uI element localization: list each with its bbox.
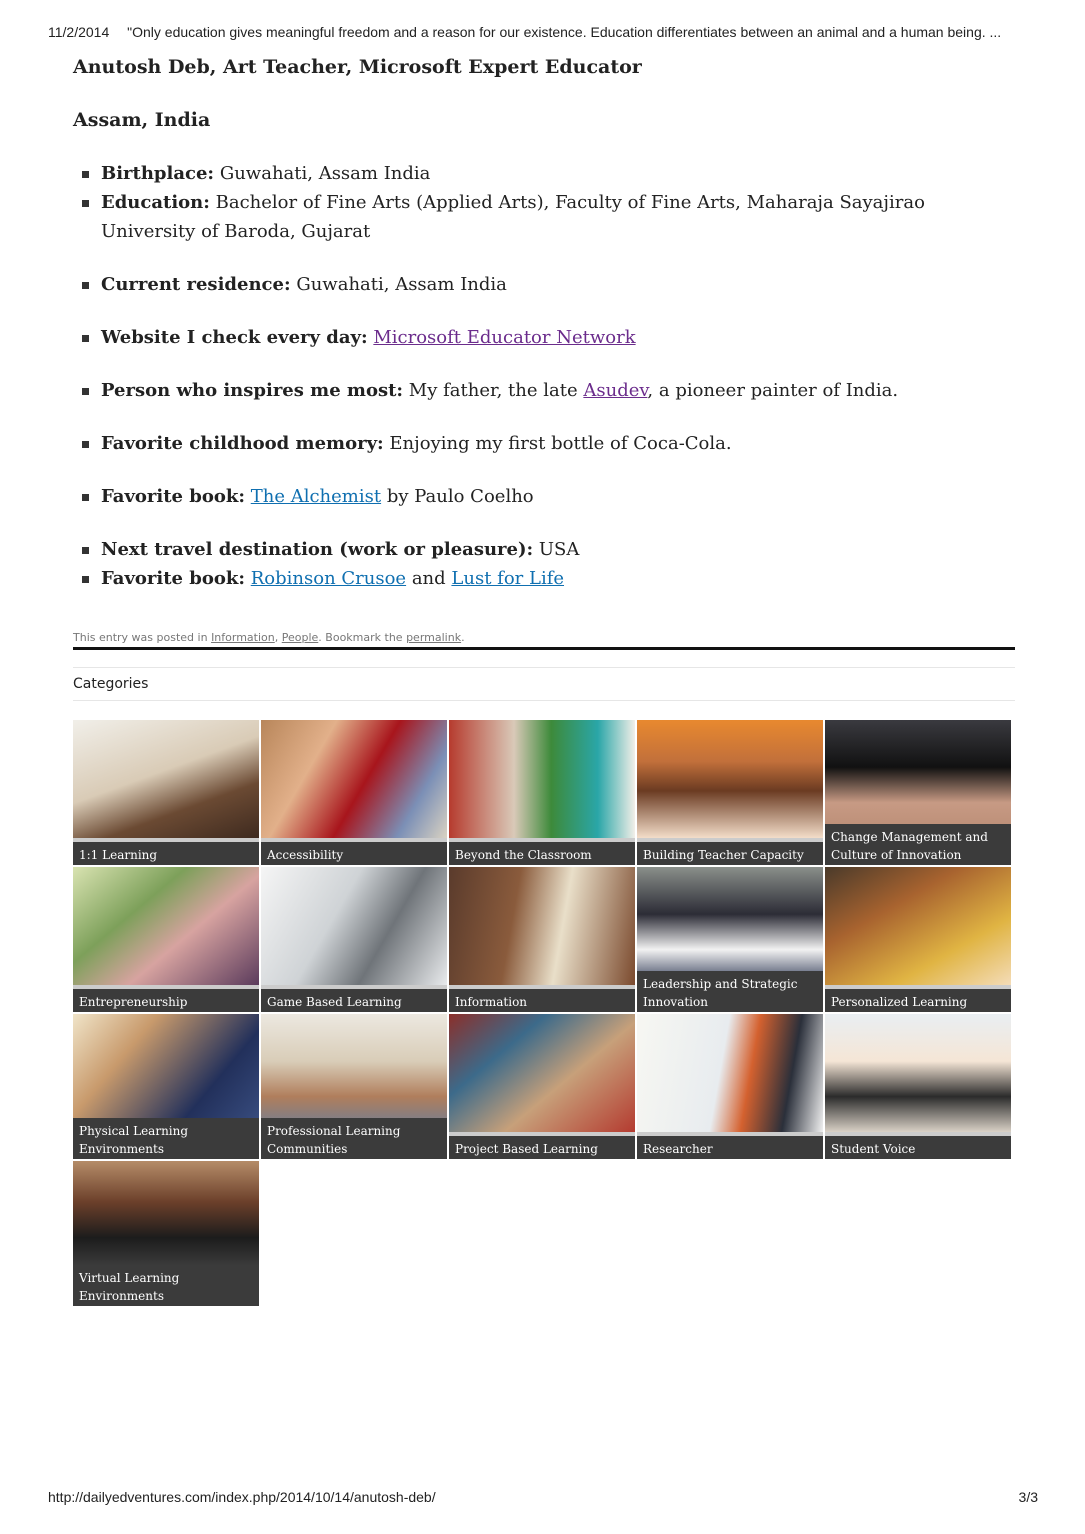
fact-value: Enjoying my first bottle of Coca-Cola. (389, 433, 732, 454)
fact-label: Favorite book: (101, 568, 245, 589)
fact-conjunction: and (411, 568, 446, 589)
profile-name: Anutosh Deb, Art Teacher, Microsoft Expert Educator (73, 56, 642, 78)
category-tile[interactable] (449, 1014, 635, 1159)
asudev-link[interactable]: Asudev (583, 380, 648, 401)
article-content (73, 54, 1015, 701)
category-tile[interactable] (825, 1014, 1011, 1159)
fact-value: USA (538, 539, 580, 560)
category-tile[interactable] (261, 867, 447, 1012)
category-caption: Physical Learning Environments (73, 1118, 259, 1159)
fact-website (101, 323, 1015, 352)
category-photo (637, 867, 823, 985)
fact-label: Education: (101, 192, 210, 213)
the-alchemist-link[interactable]: The Alchemist (250, 486, 382, 507)
entry-meta-end: . (461, 631, 465, 644)
category-link-people[interactable]: People (281, 631, 319, 644)
category-caption: Personalized Learning (825, 989, 1011, 1012)
fact-label: Website I check every day: (101, 327, 368, 348)
fact-label: Next travel destination (work or pleasure): (101, 539, 534, 560)
category-photo (825, 720, 1011, 838)
category-caption: Leadership and Strategic Innovation (637, 971, 823, 1012)
category-tile[interactable] (261, 720, 447, 865)
fact-childhood-memory (101, 429, 1015, 458)
print-header (48, 24, 1048, 40)
category-photo (261, 720, 447, 838)
category-photo (637, 720, 823, 838)
profile-location: Assam, India (73, 109, 211, 131)
category-caption: Information (449, 989, 635, 1012)
fact-favorite-book (101, 482, 1015, 511)
entry-meta-prefix: This entry was posted in (73, 631, 208, 644)
print-footer (48, 1489, 1038, 1505)
category-photo (637, 1014, 823, 1132)
fact-label: Birthplace: (101, 163, 215, 184)
fact-value: Guwahati, Assam India (219, 163, 431, 184)
category-caption: Entrepreneurship (73, 989, 259, 1012)
category-photo (449, 1014, 635, 1132)
category-photo (825, 1014, 1011, 1132)
category-caption: Virtual Learning Environments (73, 1265, 259, 1306)
category-tile[interactable] (261, 1014, 447, 1159)
category-tile[interactable] (449, 720, 635, 865)
fact-value-suffix: , a pioneer painter of India. (647, 380, 899, 401)
fact-label: Current residence: (101, 274, 291, 295)
category-photo (73, 867, 259, 985)
category-photo (261, 867, 447, 985)
category-caption: 1:1 Learning (73, 842, 259, 865)
category-photo (449, 867, 635, 985)
fact-label: Person who inspires me most: (101, 380, 404, 401)
category-caption: Beyond the Classroom (449, 842, 635, 865)
category-tile[interactable] (73, 720, 259, 865)
entry-meta (73, 631, 1015, 650)
category-photo (825, 867, 1011, 985)
category-caption: Professional Learning Communities (261, 1118, 447, 1159)
fact-label: Favorite childhood memory: (101, 433, 384, 454)
category-tile[interactable] (637, 867, 823, 1012)
fact-inspiration (101, 376, 1015, 405)
print-page-number: 3/3 (1018, 1489, 1038, 1505)
fact-birthplace (101, 159, 1015, 188)
permalink-link[interactable]: permalink (406, 631, 462, 644)
category-tile[interactable] (637, 720, 823, 865)
category-photo (73, 720, 259, 838)
fact-favorite-book-2 (101, 564, 1015, 593)
category-caption: Change Management and Culture of Innovation (825, 824, 1011, 865)
category-photo (261, 1014, 447, 1132)
fact-label: Favorite book: (101, 486, 245, 507)
category-tile[interactable] (637, 1014, 823, 1159)
categories-heading: Categories (73, 667, 1015, 701)
fact-value: My father, the late (408, 380, 578, 401)
fact-current-residence (101, 270, 1015, 299)
categories-grid (73, 720, 1015, 1306)
category-photo (73, 1014, 259, 1132)
category-tile[interactable] (449, 867, 635, 1012)
robinson-crusoe-link[interactable]: Robinson Crusoe (250, 568, 407, 589)
category-caption: Game Based Learning (261, 989, 447, 1012)
fact-education (101, 188, 1015, 246)
microsoft-educator-network-link[interactable]: Microsoft Educator Network (373, 327, 636, 348)
lust-for-life-link[interactable]: Lust for Life (451, 568, 565, 589)
category-photo (449, 720, 635, 838)
fact-value: Guwahati, Assam India (296, 274, 507, 295)
fact-value: Bachelor of Fine Arts (Applied Arts), Faculty of Fine Arts, Maharaja Sayajirao University of Baroda, Gujarat (101, 192, 925, 242)
profile-facts-list (73, 159, 1015, 593)
print-url: http://dailyedventures.com/index.php/2014/10/14/anutosh-deb/ (48, 1489, 436, 1505)
print-page-title: "Only education gives meaningful freedom and a reason for our existence. Education differentiates between an animal and a human being. ... (127, 24, 1002, 40)
category-tile[interactable] (73, 1014, 259, 1159)
category-caption: Researcher (637, 1136, 823, 1159)
category-caption: Project Based Learning (449, 1136, 635, 1159)
category-photo (73, 1161, 259, 1279)
category-caption: Student Voice (825, 1136, 1011, 1159)
category-caption: Accessibility (261, 842, 447, 865)
entry-meta-comma: , (274, 631, 279, 644)
category-tile[interactable] (825, 720, 1011, 865)
category-tile[interactable] (825, 867, 1011, 1012)
fact-next-travel (101, 535, 1015, 564)
category-caption: Building Teacher Capacity (637, 842, 823, 865)
category-link-information[interactable]: Information (211, 631, 275, 644)
entry-meta-bookmark: . Bookmark the (318, 631, 403, 644)
print-date: 11/2/2014 (48, 24, 110, 40)
category-tile[interactable] (73, 867, 259, 1012)
fact-value-suffix: by Paulo Coelho (386, 486, 534, 507)
category-tile[interactable] (73, 1161, 259, 1306)
